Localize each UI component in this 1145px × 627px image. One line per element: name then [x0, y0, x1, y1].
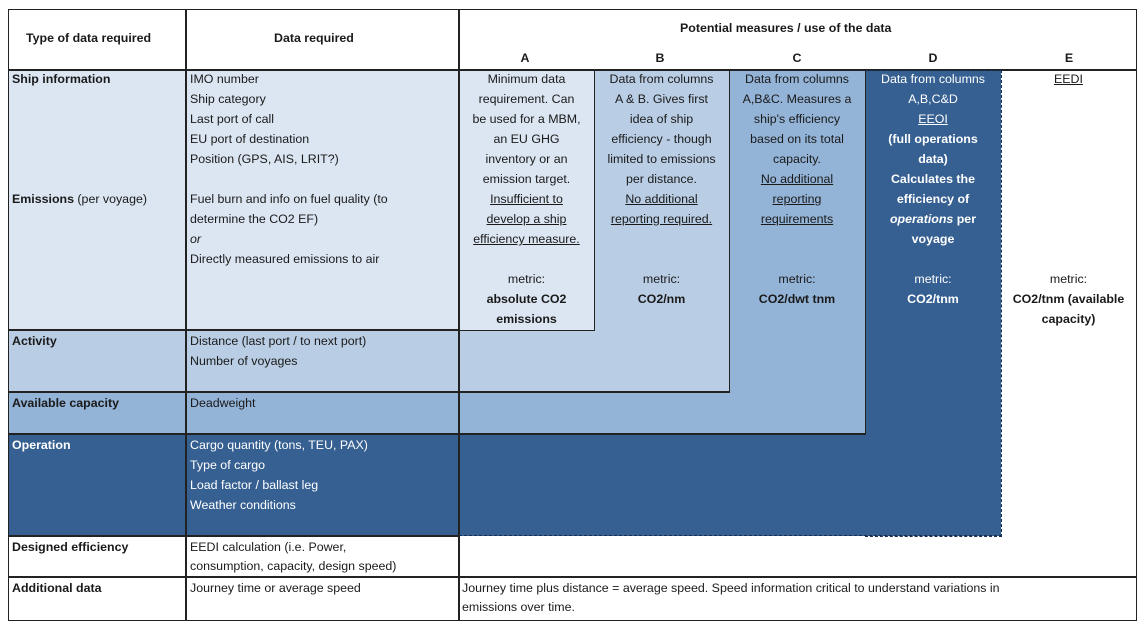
- col-b-line2: A & B. Gives first: [615, 92, 708, 106]
- col-e-eedi-row: [1001, 70, 1136, 90]
- col-c-line3: ship's efficiency: [753, 112, 841, 126]
- header-potential-measures: Potential measures / use of the data: [680, 21, 892, 35]
- type-available-capacity: Available capacity: [12, 396, 119, 410]
- data-eedi-calc: EEDI calculation (i.e. Power,: [190, 540, 347, 554]
- data-weather: Weather conditions: [190, 498, 296, 512]
- data-position: Position (GPS, AIS, LRIT?): [190, 152, 339, 166]
- col-d-metric-value: CO2/tnm: [907, 292, 959, 306]
- col-b-metric-label: metric:: [642, 272, 681, 286]
- col-d-operations: operations: [889, 212, 954, 226]
- col-c-line1: Data from columns: [745, 72, 849, 86]
- col-b-line6: per distance.: [626, 172, 697, 186]
- col-d-bold2: data): [918, 152, 948, 166]
- col-c-underline3: [729, 210, 865, 230]
- divider-designed-top: [8, 535, 459, 537]
- operation-dashed-bottom: [459, 535, 1002, 536]
- type-emissions-rest: (per voyage): [73, 192, 147, 206]
- column-letter-c: C: [792, 51, 802, 65]
- col-d-bold3: Calculates the: [890, 172, 975, 186]
- col-d-bold1: (full operations: [888, 132, 978, 146]
- col-b-reporting-required: reporting required.: [610, 212, 713, 226]
- measure-additional-line2: emissions over time.: [462, 600, 575, 614]
- type-emissions: [12, 190, 147, 210]
- col-d-eeoi: EEOI: [918, 112, 948, 126]
- data-type-cargo: Type of cargo: [190, 458, 266, 472]
- col-d-metric-label: metric:: [914, 272, 952, 286]
- data-co2-ef: determine the CO2 EF): [190, 212, 319, 226]
- col-c-line2: A,B&C. Measures a: [742, 92, 852, 106]
- col-e-metric-value1: CO2/tnm (available: [1012, 292, 1125, 306]
- data-ship-category: Ship category: [190, 92, 266, 106]
- col-a-line2: requirement. Can: [478, 92, 575, 106]
- type-designed-efficiency: Designed efficiency: [12, 540, 129, 554]
- col-c-no-additional: No additional: [760, 172, 834, 186]
- col-a-metric-label: metric:: [507, 272, 546, 286]
- column-letter-a: A: [520, 51, 530, 65]
- type-ship-information: Ship information: [12, 72, 111, 86]
- column-letter-e: E: [1064, 51, 1074, 65]
- header-type-of-data: Type of data required: [26, 31, 152, 45]
- col-d-operations-row: [865, 210, 1001, 230]
- column-letter-b: B: [655, 51, 665, 65]
- divider-type-data: [185, 9, 187, 621]
- divider-activity-top: [8, 329, 459, 331]
- col-c-line4: based on its total: [750, 132, 844, 146]
- col-b-underline1: [594, 190, 729, 210]
- col-c-underline2: [729, 190, 865, 210]
- col-d-line1: Data from columns: [881, 72, 985, 86]
- type-operation: Operation: [12, 438, 71, 452]
- data-eu-port: EU port of destination: [190, 132, 310, 146]
- col-a-line4: an EU GHG: [493, 132, 560, 146]
- data-last-port: Last port of call: [190, 112, 275, 126]
- col-a-underline1: [459, 190, 594, 210]
- col-b-line4: efficiency - though: [611, 132, 712, 146]
- type-emissions-bold: Emissions: [12, 192, 74, 206]
- col-b-metric-value: CO2/nm: [637, 292, 686, 306]
- col-b-underline2: [594, 210, 729, 230]
- col-a-efficiency-measure: efficiency measure.: [473, 232, 580, 246]
- col-c-metric-label: metric:: [778, 272, 816, 286]
- data-imo-number: IMO number: [190, 72, 259, 86]
- divider-additional-top: [8, 576, 1137, 578]
- data-load-factor: Load factor / ballast leg: [190, 478, 319, 492]
- col-d-eeoi-row: [865, 110, 1001, 130]
- col-b-no-additional: No additional: [625, 192, 698, 206]
- data-cargo-quantity: Cargo quantity (tons, TEU, PAX): [190, 438, 368, 452]
- col-c-reporting: reporting: [772, 192, 822, 206]
- col-a-line1: Minimum data: [487, 72, 566, 86]
- type-additional-data: Additional data: [12, 581, 102, 595]
- data-direct-emissions: Directly measured emissions to air: [190, 252, 380, 266]
- col-d-line2: A,B,C&D: [908, 92, 958, 106]
- header-data-required: Data required: [274, 31, 354, 45]
- col-d-bold4: efficiency of: [896, 192, 970, 206]
- col-b-line5: limited to emissions: [607, 152, 716, 166]
- col-a-underline2: [459, 210, 594, 230]
- col-e-metric-label: metric:: [1049, 272, 1088, 286]
- measure-additional-line1: Journey time plus distance = average speed. Speed information critical to understand variations in: [462, 581, 1000, 595]
- col-c-line5: capacity.: [773, 152, 821, 166]
- col-a-underline3: [459, 230, 594, 250]
- col-c-underline1: [729, 170, 865, 190]
- col-a-line3: be used for a MBM,: [472, 112, 581, 126]
- data-journey-time: Journey time or average speed: [190, 581, 361, 595]
- col-a-metric-value2: emissions: [496, 312, 557, 326]
- col-e-metric-value2: capacity): [1041, 312, 1096, 326]
- column-letter-d: D: [928, 51, 938, 65]
- data-eedi-calc-2: consumption, capacity, design speed): [190, 559, 397, 573]
- data-distance: Distance (last port / to next port): [190, 334, 367, 348]
- col-c-metric-value: CO2/dwt tnm: [758, 292, 836, 306]
- type-activity: Activity: [12, 334, 57, 348]
- data-or: or: [190, 232, 202, 246]
- col-d-voyage: voyage: [911, 232, 955, 246]
- col-a-insufficient: Insufficient to: [490, 192, 563, 206]
- data-number-voyages: Number of voyages: [190, 354, 298, 368]
- col-b-line3: idea of ship: [629, 112, 694, 126]
- col-d-per: per: [953, 212, 977, 226]
- col-b-line1: Data from columns: [609, 72, 714, 86]
- data-fuel-burn: Fuel burn and info on fuel quality (to: [190, 192, 388, 206]
- col-e-eedi: EEDI: [1054, 72, 1083, 86]
- col-a-metric-value1: absolute CO2: [486, 292, 567, 306]
- col-a-line6: emission target.: [482, 172, 571, 186]
- data-deadweight: Deadweight: [190, 396, 256, 410]
- col-c-requirements: requirements: [760, 212, 834, 226]
- col-a-develop: develop a ship: [486, 212, 567, 226]
- col-a-line5: inventory or an: [485, 152, 568, 166]
